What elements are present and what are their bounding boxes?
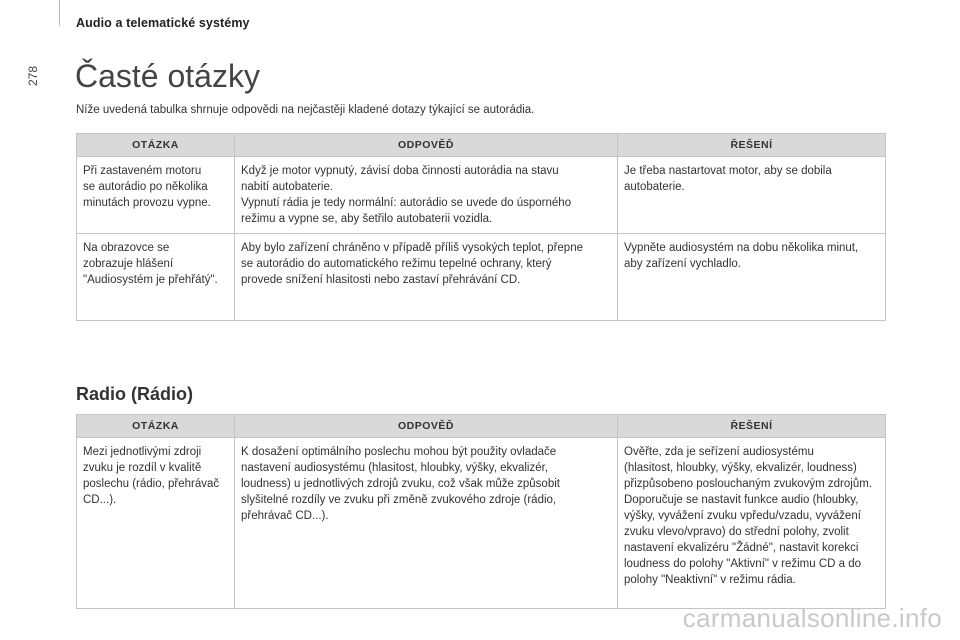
page-title: Časté otázky — [75, 58, 260, 94]
question-cell: Na obrazovce se zobrazuje hlášení "Audiosystém je přehřátý". — [77, 234, 235, 321]
table-header-row — [77, 134, 886, 157]
faq-table-general — [76, 133, 886, 321]
answer-cell: K dosažení optimálního poslechu mohou být použity ovladače nastavení audiosystému (hlasitost, hloubky, výšky, ekvalizér, loudness) u jednotlivých zdrojů zvuku, což však může způsobit slyšitelné rozdíly ve zvuku při změně zvukového zdroje (rádio, přehrávač CD...). — [235, 438, 618, 609]
column-header-solution: ŘEŠENÍ — [618, 415, 886, 438]
answer-cell: Když je motor vypnutý, závisí doba činnosti autorádia na stavu nabití autobaterie. Vypnutí rádia je tedy normální: autorádio se uvede do úsporného režimu a vypne se, aby šetřilo autobaterii vozidla. — [235, 157, 618, 234]
solution-cell: Ověřte, zda je seřízení audiosystému (hlasitost, hloubky, výšky, ekvalizér, loudness) přizpůsobeno poslouchaným zvukovým zdrojům. Doporučuje se nastavit funkce audio (hloubky, výšky, vyvážení zvuku vpředu/vzadu, vyvážení zvuku vlevo/vpravo) do střední polohy, zvolit nastavení ekvalizéru "Žádné", nastavit korekci loudness do polohy "Aktivní" v režimu CD a do polohy "Neaktivní" v režimu rádia. — [618, 438, 886, 609]
solution-cell: Je třeba nastartovat motor, aby se dobila autobaterie. — [618, 157, 886, 234]
table-header-row — [77, 415, 886, 438]
table-row — [77, 438, 886, 609]
answer-cell: Aby bylo zařízení chráněno v případě příliš vysokých teplot, přepne se autorádio do automatického režimu tepelné ochrany, který provede snížení hlasitosti nebo zastaví přehrávání CD. — [235, 234, 618, 321]
header-divider — [59, 0, 60, 26]
watermark-text: carmanualsonline.info — [682, 603, 942, 633]
faq-table-radio — [76, 414, 886, 609]
column-header-solution: ŘEŠENÍ — [618, 134, 886, 157]
chapter-title: Audio a telematické systémy — [76, 16, 250, 30]
column-header-answer: ODPOVĚĎ — [235, 134, 618, 157]
question-cell: Při zastaveném motoru se autorádio po několika minutách provozu vypne. — [77, 157, 235, 234]
table-row — [77, 157, 886, 234]
intro-text: Níže uvedená tabulka shrnuje odpovědi na nejčastěji kladené dotazy týkající se autorádia. — [76, 104, 535, 116]
section-title-radio: Radio (Rádio) — [76, 384, 193, 404]
column-header-question: OTÁZKA — [77, 415, 235, 438]
question-cell: Mezi jednotlivými zdroji zvuku je rozdíl v kvalitě poslechu (rádio, přehrávač CD...). — [77, 438, 235, 609]
page-number: 278 — [26, 65, 40, 86]
table-row — [77, 234, 886, 321]
column-header-question: OTÁZKA — [77, 134, 235, 157]
column-header-answer: ODPOVĚĎ — [235, 415, 618, 438]
page-number-container — [26, 50, 46, 90]
solution-cell: Vypněte audiosystém na dobu několika minut, aby zařízení vychladlo. — [618, 234, 886, 321]
